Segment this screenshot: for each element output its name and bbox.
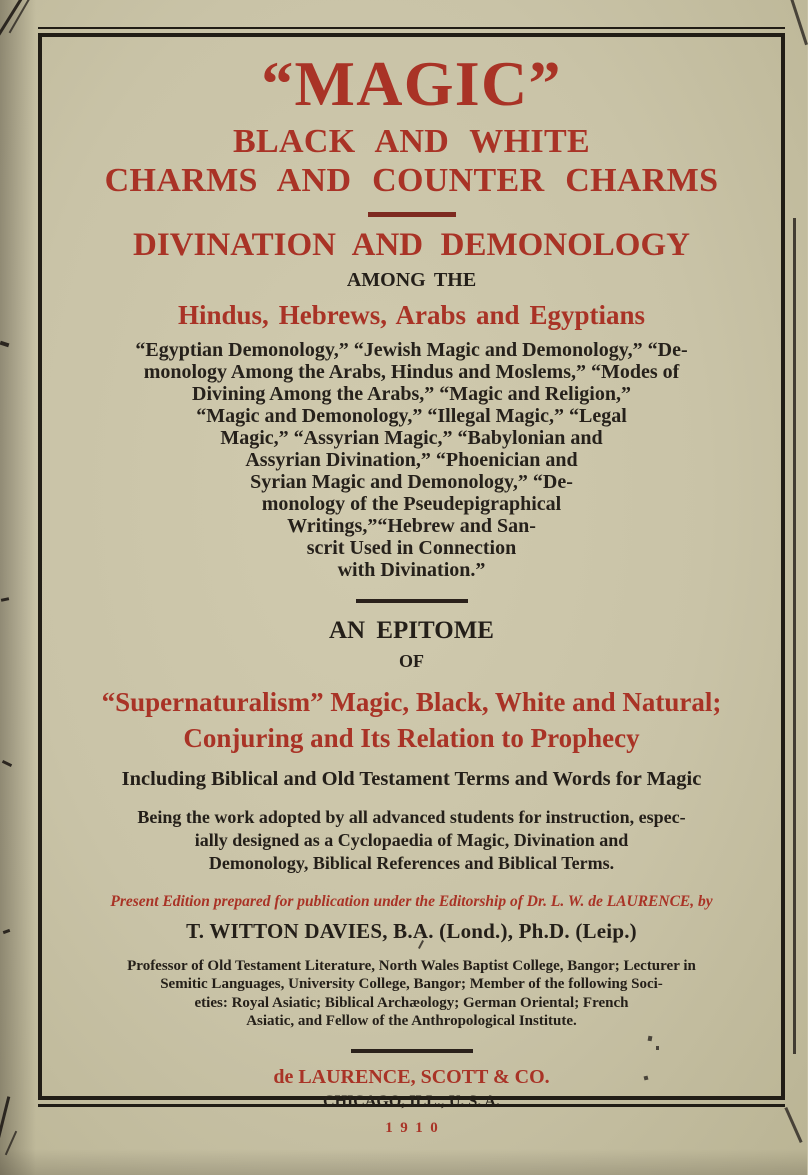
- of-label: OF: [399, 650, 424, 671]
- being-work-line: Being the work adopted by all advanced students for instruction, espec-: [137, 806, 686, 827]
- author-bio-line: Professor of Old Testament Literature, North Wales Baptist College, Bangor; Lecturer in: [127, 957, 696, 974]
- topic-line: monology Among the Arabs, Hindus and Moslems,” “Modes of: [143, 360, 680, 383]
- page-edge-line-right: [793, 218, 796, 1054]
- book-title: “MAGIC”: [261, 48, 562, 119]
- section-title: DIVINATION AND DEMONOLOGY: [133, 227, 690, 264]
- divider-rule-bottom: [351, 1049, 473, 1053]
- page-content: [38, 33, 785, 1137]
- author-bio-line: Semitic Languages, University College, Bangor; Member of the following Soci-: [160, 976, 663, 993]
- subtitle-line-1: BLACK AND WHITE: [232, 123, 590, 161]
- page-edge-shadow-left: [0, 0, 36, 1175]
- topic-line: Syrian Magic and Demonology,” “De-: [250, 470, 573, 493]
- being-work-line: Demonology, Biblical References and Biblical Terms.: [208, 852, 615, 873]
- publication-year: 1910: [385, 1120, 446, 1137]
- ink-mark: [789, 0, 808, 45]
- supernaturalism-line-1: “Supernaturalism” Magic, Black, White and Natural;: [101, 687, 722, 718]
- topic-line: “Magic and Demonology,” “Illegal Magic,” “Legal: [196, 404, 627, 427]
- topic-line: Writings,”“Hebrew and San-: [287, 514, 536, 537]
- page-border-frame: [38, 27, 785, 1137]
- author-bio-line: eties: Royal Asiatic; Biblical Archæology; German Oriental; French: [194, 994, 629, 1011]
- divider-rule-top: [368, 212, 456, 217]
- topic-line: Assyrian Divination,” “Phoenician and: [245, 448, 578, 471]
- topic-line: “Egyptian Demonology,” “Jewish Magic and Demonology,” “De-: [135, 338, 688, 361]
- author-bio-line: Asiatic, and Fellow of the Anthropological Institute.: [246, 1013, 577, 1030]
- publisher-name: de LAURENCE, SCOTT & CO.: [273, 1065, 550, 1088]
- publisher-location: CHICAGO, ILL., U. S. A.: [323, 1092, 500, 1110]
- subtitle-line-2: CHARMS AND COUNTER CHARMS: [104, 162, 719, 200]
- topic-line: monology of the Pseudepigraphical: [261, 492, 562, 515]
- topic-line: with Divination.”: [337, 558, 486, 581]
- author-name: T. WITTON DAVIES, B.A. (Lond.), Ph.D. (Leip.): [186, 919, 637, 944]
- being-work-line: ially designed as a Cyclopaedia of Magic, Divination and: [194, 829, 629, 850]
- ink-mark: [784, 1107, 802, 1143]
- topic-line: scrit Used in Connection: [306, 536, 517, 559]
- divider-rule-middle: [356, 599, 468, 603]
- topic-line: Magic,” “Assyrian Magic,” “Babylonian and: [220, 426, 603, 449]
- edition-note: Present Edition prepared for publication under the Editorship of Dr. L. W. de LAURENCE, by: [110, 892, 713, 910]
- supernaturalism-line-2: Conjuring and Its Relation to Prophecy: [183, 722, 640, 753]
- among-the-label: AMONG THE: [346, 269, 477, 292]
- including-line: Including Biblical and Old Testament Terms and Words for Magic: [121, 768, 702, 791]
- topics-block: [66, 339, 757, 581]
- page-edge-shadow-bottom: [0, 1149, 807, 1175]
- epitome-heading: AN EPITOME: [329, 616, 494, 644]
- topic-line: Divining Among the Arabs,” “Magic and Religion,”: [192, 382, 631, 405]
- author-bio-block: [66, 957, 757, 1031]
- peoples-line: Hindus, Hebrews, Arabs and Egyptians: [177, 300, 646, 331]
- being-work-block: [66, 806, 757, 875]
